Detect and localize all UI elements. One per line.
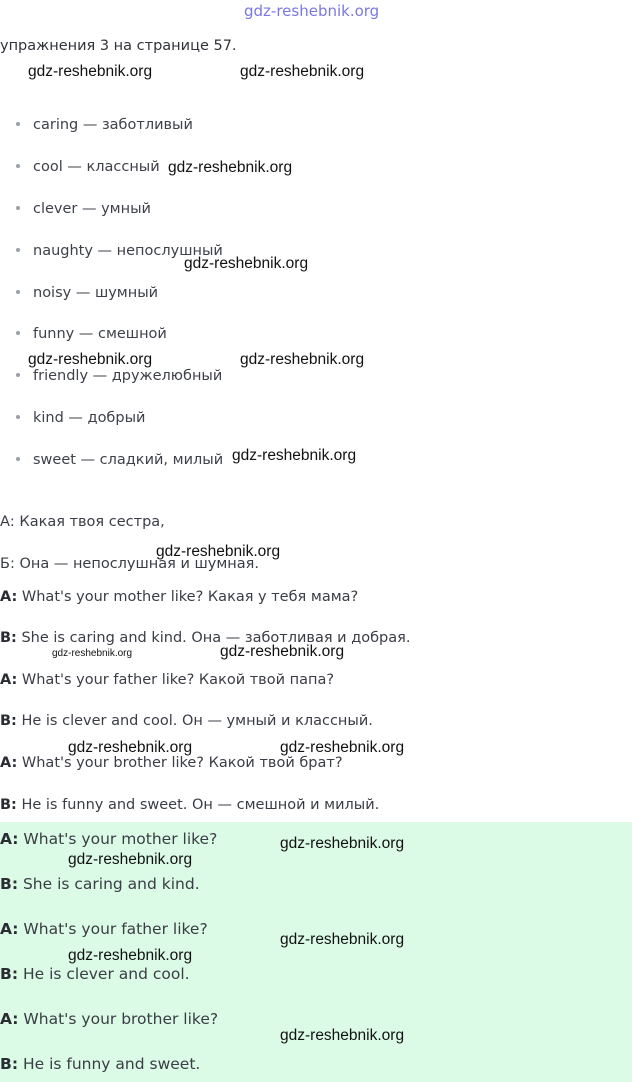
answer-line: A: What's your brother like? <box>0 1010 219 1028</box>
dialogue-line: A: What's your brother like? Какой твой брат? <box>0 755 343 771</box>
dialogue-line: B: He is clever and cool. Он — умный и классный. <box>0 713 373 729</box>
vocab-item: clever — умный <box>16 201 151 217</box>
answer-line: A: What's your father like? <box>0 920 208 938</box>
speaker-label: B: <box>0 713 17 729</box>
speaker-label: A: <box>0 920 19 938</box>
dialogue-line: A: What's your father like? Какой твой папа? <box>0 672 335 688</box>
vocab-item: caring — заботливый <box>16 117 193 133</box>
answer-line: B: He is clever and cool. <box>0 965 190 983</box>
dialogue-line: A: What's your mother like? Какая у тебя мама? <box>0 589 359 605</box>
intro-text: упражнения 3 на странице 57. <box>0 38 237 54</box>
watermark: gdz-reshebnik.org <box>184 255 309 272</box>
watermark: gdz-reshebnik.org <box>156 543 281 560</box>
watermark: gdz-reshebnik.org <box>280 739 405 756</box>
watermark: gdz-reshebnik.org <box>280 835 405 852</box>
vocab-item: funny — смешной <box>16 326 167 342</box>
watermark: gdz-reshebnik.org <box>232 447 357 464</box>
bullet-icon <box>16 122 20 126</box>
speaker-label: B: <box>0 965 19 983</box>
watermark: gdz-reshebnik.org <box>68 851 193 868</box>
example-line-a: А: Какая твоя сестра, <box>0 514 165 530</box>
watermark: gdz-reshebnik.org <box>52 648 133 659</box>
watermark: gdz-reshebnik.org <box>280 931 405 948</box>
speaker-label: B: <box>0 630 17 646</box>
answer-line: B: He is funny and sweet. <box>0 1055 201 1073</box>
watermark: gdz-reshebnik.org <box>220 643 345 660</box>
watermark: gdz-reshebnik.org <box>168 159 293 176</box>
speaker-label: B: <box>0 797 17 813</box>
watermark: gdz-reshebnik.org <box>240 351 365 368</box>
example-line-b: Б: Она — непослушная и шумная. <box>0 556 259 572</box>
vocab-item: sweet — сладкий, милый <box>16 452 223 468</box>
bullet-icon <box>16 164 20 168</box>
vocab-item: kind — добрый <box>16 410 145 426</box>
vocab-item: cool — классный <box>16 159 160 175</box>
dialogue-line: B: He is funny and sweet. Он — смешной и милый. <box>0 797 380 813</box>
speaker-label: B: <box>0 875 19 893</box>
dialogue-line: B: She is caring and kind. Она — заботливая и добрая. <box>0 630 411 646</box>
speaker-label: B: <box>0 1055 19 1073</box>
speaker-label: A: <box>0 672 18 688</box>
speaker-label: A: <box>0 830 19 848</box>
watermark: gdz-reshebnik.org <box>280 1027 405 1044</box>
bullet-icon <box>16 248 20 252</box>
answer-line: B: She is caring and kind. <box>0 875 200 893</box>
watermark: gdz-reshebnik.org <box>68 947 193 964</box>
watermark: gdz-reshebnik.org <box>68 739 193 756</box>
watermark: gdz-reshebnik.org <box>28 351 153 368</box>
bullet-icon <box>16 415 20 419</box>
speaker-label: A: <box>0 1010 19 1028</box>
vocab-item: friendly — дружелюбный <box>16 368 222 384</box>
header-watermark-link[interactable]: gdz-reshebnik.org <box>244 2 380 20</box>
vocab-item: noisy — шумный <box>16 285 158 301</box>
answer-line: A: What's your mother like? <box>0 830 218 848</box>
bullet-icon <box>16 457 20 461</box>
bullet-icon <box>16 206 20 210</box>
watermark: gdz-reshebnik.org <box>28 63 153 80</box>
speaker-label: A: <box>0 589 18 605</box>
bullet-icon <box>16 290 20 294</box>
vocab-item: naughty — непослушный <box>16 243 223 259</box>
bullet-icon <box>16 331 20 335</box>
bullet-icon <box>16 373 20 377</box>
watermark: gdz-reshebnik.org <box>240 63 365 80</box>
speaker-label: A: <box>0 755 18 771</box>
